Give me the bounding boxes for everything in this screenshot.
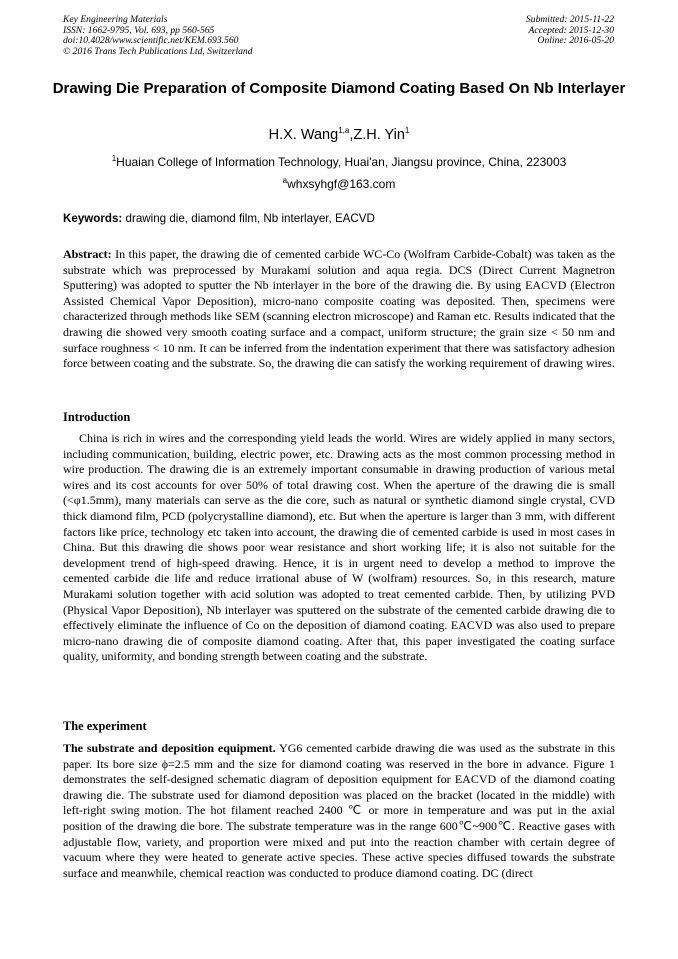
author-separator: , <box>349 127 354 143</box>
affiliation-sup: 1 <box>111 154 117 163</box>
abstract-label: Abstract: <box>63 247 112 261</box>
experiment-paragraph <box>63 741 615 881</box>
affiliation <box>0 155 678 169</box>
accepted-date: Accepted: 2015-12-30 <box>528 24 614 36</box>
email-line <box>0 177 678 191</box>
abstract <box>63 247 615 372</box>
keywords-line <box>63 212 615 225</box>
online-date: Online: 2016-05-20 <box>537 35 614 47</box>
keywords-label: Keywords: <box>63 212 123 225</box>
experiment-subheading: The substrate and deposition equipment. <box>63 741 276 755</box>
author-1-sup: 1,a <box>338 126 350 136</box>
paper-title: Drawing Die Preparation of Composite Diamond Coating Based On Nb Interlayer <box>52 80 626 97</box>
author-1: H.X. Wang <box>268 127 339 143</box>
copyright-line: © 2016 Trans Tech Publications Ltd, Switzerland <box>63 45 253 57</box>
affiliation-text: Huaian College of Information Technology, Huai'an, Jiangsu province, China, 223003 <box>116 155 567 169</box>
author-2: Z.H. Yin <box>353 127 405 143</box>
abstract-text: In this paper, the drawing die of cemented carbide WC-Co (Wolfram Carbide-Cobalt) was taken as the substrate which was preprocessed by Murakami solution and aqua regia. DCS (Direct Current Magnetron Sputtering) was adopted to sputter the Nb interlayer in the bore of the drawing die. By using EACVD (Electron Assisted Chemical Vapor Deposition), micro-nano composite coating was deposited. Then, specimens were characterized through methods like SEM (scanning electron microscope) and Raman etc. Results indicated that the drawing die showed very smooth coating surface and a compact, uniform structure; the grain size < 50 nm and surface roughness < 10 nm. It can be inferred from the indentation experiment that there was satisfactory adhesion force between coating and the substrate. So, the drawing die can satisfy the working requirement of drawing wires. <box>63 247 615 371</box>
experiment-text: YG6 cemented carbide drawing die was used as the substrate in this paper. Its bore size ϕ=2.5 mm and the size for diamond coating was reserved in the bore in advance. Figure 1 demonstrates the self-designed schematic diagram of deposition equipment for EACVD of the diamond coating drawing die. The substrate used for diamond deposition was placed on the bracket (located in the middle) with left-right swing motion. The hot filament reached 2400 ℃ or more in temperature and was put in the axial position of the drawing die bore. The substrate temperature was in the range 600℃~900℃. Reactive gases with adjustable flow, variety, and proportion were mixed and put into the reaction chamber with certain degree of vacuum where they were heated to generate active species. These active species diffused towards the substrate surface and meanwhile, chemical reaction was conducted to produce diamond coating. DC (direct <box>63 741 615 880</box>
header-right <box>526 15 614 47</box>
journal-name: Key Engineering Materials <box>63 14 168 25</box>
submitted-date: Submitted: 2015-11-22 <box>525 14 614 25</box>
introduction-heading: Introduction <box>63 410 131 424</box>
introduction-paragraph: China is rich in wires and the corresponding yield leads the world. Wires are widely applied in many sectors, including communication, building, electric power, etc. Drawing acts as the most common processing method in wire production. The drawing die is an extremely important consumable in drawing production of various metal wires and its cost accounts for over 50% of total drawing cost. When the aperture of the drawing die is small (<φ1.5mm), many materials can serve as the die core, such as natural or synthetic diamond single crystal, CVD thick diamond film, PCD (polycrystalline diamond), etc. But when the aperture is larger than 3 mm, with different factors like price, technology etc taken into account, the drawing die of cemented carbide is used in most cases in China. But this drawing die shows poor wear resistance and short working life; it is also not suitable for the development trend of high-speed drawing. Hence, it is in urgent need to develop a method to improve the cemented carbide die life and reduce irrational abuse of W (wolfram) resources. So, in this research, mature Murakami solution together with acid solution was adopted to treat cemented carbide. Then, by utilizing PVD (Physical Vapor Deposition), Nb interlayer was sputtered on the substrate of the cemented carbide drawing die to effectively eliminate the influence of Co on the deposition of diamond coating. EACVD was also used to prepare micro-nano drawing die of composite diamond coating. After that, this paper investigated the coating surface quality, uniformity, and bonding strength between coating and the substrate. <box>63 431 615 664</box>
issn-line: ISSN: 1662-9795, Vol. 693, pp 560-565 <box>63 24 215 36</box>
author-line <box>0 127 678 143</box>
experiment-heading: The experiment <box>63 719 147 733</box>
doi-line: doi:10.4028/www.scientific.net/KEM.693.560 <box>63 35 239 47</box>
author-email: whxsyhgf@163.com <box>287 177 396 191</box>
keywords-text: drawing die, diamond film, Nb interlayer, EACVD <box>125 212 375 225</box>
email-sup: a <box>282 176 288 185</box>
header-left <box>63 15 253 57</box>
author-2-sup: 1 <box>404 126 410 136</box>
